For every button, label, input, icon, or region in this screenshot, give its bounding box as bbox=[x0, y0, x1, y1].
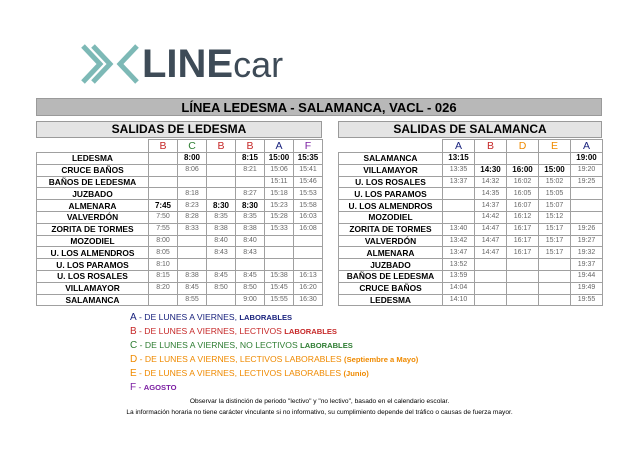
departure-time: 8:20 bbox=[149, 282, 178, 294]
departure-time: 16:05 bbox=[507, 188, 539, 200]
stop-name: U. LOS ROSALES bbox=[37, 270, 149, 282]
legend-text: - DE LUNES A VIERNES, LECTIVOS LABORABLES bbox=[137, 353, 345, 364]
legend-item bbox=[130, 311, 550, 325]
departure-time bbox=[539, 294, 571, 306]
departure-time: 15:12 bbox=[539, 211, 571, 223]
legend-code: D bbox=[130, 353, 138, 365]
departure-time bbox=[475, 259, 507, 271]
table-row bbox=[339, 176, 603, 188]
table-row bbox=[37, 235, 323, 247]
departure-time: 13:15 bbox=[443, 153, 475, 165]
legend-code: A bbox=[130, 312, 137, 323]
departure-time: 8:38 bbox=[236, 223, 265, 235]
departure-time: 8:43 bbox=[207, 247, 236, 259]
legend-item bbox=[130, 325, 550, 339]
departure-time: 16:17 bbox=[507, 223, 539, 235]
departure-time: 8:45 bbox=[178, 282, 207, 294]
legend-code: E bbox=[130, 367, 137, 379]
departure-time: 16:13 bbox=[294, 270, 323, 282]
table-row bbox=[37, 282, 323, 294]
table-row bbox=[339, 282, 603, 294]
departure-time: 16:00 bbox=[507, 164, 539, 176]
ledesma-departures-table bbox=[36, 139, 323, 306]
departure-time: 19:37 bbox=[571, 259, 603, 271]
stop-name: JUZBADO bbox=[339, 259, 443, 271]
departure-time bbox=[265, 235, 294, 247]
departure-time: 8:43 bbox=[236, 247, 265, 259]
departure-time: 8:50 bbox=[207, 282, 236, 294]
departure-time bbox=[294, 247, 323, 259]
departure-time: 8:21 bbox=[236, 164, 265, 176]
departure-time: 8:15 bbox=[149, 270, 178, 282]
departure-time: 8:45 bbox=[207, 270, 236, 282]
departure-time bbox=[265, 259, 294, 271]
departure-time bbox=[539, 153, 571, 165]
stop-name: LEDESMA bbox=[37, 153, 149, 165]
departure-time: 19:55 bbox=[571, 294, 603, 306]
departure-time: 15:07 bbox=[539, 200, 571, 212]
departure-time bbox=[475, 270, 507, 282]
stop-name: U. LOS PARAMOS bbox=[37, 259, 149, 271]
legend-note: LABORABLES bbox=[300, 340, 353, 350]
stop-name: VALVERDÓN bbox=[37, 211, 149, 223]
departure-time bbox=[539, 259, 571, 271]
legend-item bbox=[130, 339, 550, 353]
departure-time bbox=[207, 153, 236, 165]
departure-time: 8:05 bbox=[149, 247, 178, 259]
departure-time: 8:38 bbox=[207, 223, 236, 235]
stop-name: BAÑOS DE LEDESMA bbox=[339, 270, 443, 282]
departure-time: 15:41 bbox=[294, 164, 323, 176]
stop-name: VALVERDÓN bbox=[339, 235, 443, 247]
departure-time: 8:00 bbox=[178, 153, 207, 165]
table-row bbox=[37, 176, 323, 188]
table-row bbox=[339, 164, 603, 176]
departure-time: 15:17 bbox=[539, 247, 571, 259]
departure-time: 14:47 bbox=[475, 247, 507, 259]
table-row bbox=[339, 153, 603, 165]
schedule-code-header: B bbox=[236, 140, 265, 153]
departure-time: 19:25 bbox=[571, 176, 603, 188]
departure-time: 16:07 bbox=[507, 200, 539, 212]
departure-time: 14:47 bbox=[475, 223, 507, 235]
departure-time bbox=[539, 282, 571, 294]
departure-time bbox=[507, 282, 539, 294]
schedule-code-header: C bbox=[178, 140, 207, 153]
departure-time bbox=[149, 153, 178, 165]
departure-time: 15:11 bbox=[265, 176, 294, 188]
departure-time: 15:53 bbox=[294, 188, 323, 200]
schedule-code-header: F bbox=[294, 140, 323, 153]
schedule-code-header: D bbox=[507, 140, 539, 153]
departure-time: 14:10 bbox=[443, 294, 475, 306]
departure-time: 15:06 bbox=[265, 164, 294, 176]
stop-name: VILLAMAYOR bbox=[37, 282, 149, 294]
stop-name: U. LOS ALMENDROS bbox=[37, 247, 149, 259]
logo-text-light: car bbox=[233, 44, 284, 85]
legend-code: F bbox=[130, 381, 137, 393]
departure-time bbox=[207, 294, 236, 306]
logo-wordmark bbox=[142, 42, 283, 87]
departure-time bbox=[207, 164, 236, 176]
departure-time bbox=[236, 259, 265, 271]
legend-text: - DE LUNES A VIERNES, LECTIVOS LABORABLES bbox=[136, 367, 344, 378]
footnote-disclaimer: La información horaria no tiene carácter vinculante si no informativo, su cumplimiento depende del tráfico o causas de fuerza mayor. bbox=[126, 409, 513, 416]
departure-time: 14:35 bbox=[475, 188, 507, 200]
left-section-heading: SALIDAS DE LEDESMA bbox=[36, 121, 322, 138]
departure-time: 16:03 bbox=[294, 211, 323, 223]
departure-time: 19:49 bbox=[571, 282, 603, 294]
departure-time: 8:23 bbox=[178, 200, 207, 212]
table-row bbox=[339, 200, 603, 212]
stop-name: U. LOS ALMENDROS bbox=[339, 200, 443, 212]
departure-time: 13:35 bbox=[443, 164, 475, 176]
stop-name: SALAMANCA bbox=[37, 294, 149, 306]
stop-name: CRUCE BAÑOS bbox=[37, 164, 149, 176]
legend-code: C bbox=[130, 339, 138, 351]
departure-time bbox=[443, 211, 475, 223]
table-row bbox=[37, 188, 323, 200]
departure-time: 13:40 bbox=[443, 223, 475, 235]
table-row bbox=[37, 153, 323, 165]
departure-time bbox=[207, 188, 236, 200]
departure-time bbox=[507, 294, 539, 306]
departure-time: 8:18 bbox=[178, 188, 207, 200]
stop-name: ALMENARA bbox=[339, 247, 443, 259]
departure-time: 19:27 bbox=[571, 235, 603, 247]
departure-time: 8:10 bbox=[149, 259, 178, 271]
departure-time: 14:04 bbox=[443, 282, 475, 294]
departure-time: 8:30 bbox=[236, 200, 265, 212]
departure-time: 16:08 bbox=[294, 223, 323, 235]
departure-time: 15:38 bbox=[265, 270, 294, 282]
stop-name: U. LOS ROSALES bbox=[339, 176, 443, 188]
departure-time bbox=[178, 259, 207, 271]
legend-note: LABORABLES bbox=[239, 313, 293, 322]
departure-time: 16:02 bbox=[507, 176, 539, 188]
departure-time bbox=[507, 270, 539, 282]
departure-time: 7:50 bbox=[149, 211, 178, 223]
schedule-code-header: B bbox=[475, 140, 507, 153]
departure-time: 8:38 bbox=[178, 270, 207, 282]
departure-time bbox=[207, 259, 236, 271]
stop-name: U. LOS PARAMOS bbox=[339, 188, 443, 200]
departure-time bbox=[475, 294, 507, 306]
stop-name: VILLAMAYOR bbox=[339, 164, 443, 176]
table-row bbox=[339, 223, 603, 235]
departure-time: 19:00 bbox=[571, 153, 603, 165]
departure-time: 19:44 bbox=[571, 270, 603, 282]
departure-time: 8:45 bbox=[236, 270, 265, 282]
departure-time: 16:17 bbox=[507, 247, 539, 259]
stop-name: MOZODIEL bbox=[37, 235, 149, 247]
departure-time bbox=[178, 235, 207, 247]
departure-time bbox=[475, 282, 507, 294]
schedule-code-header: B bbox=[207, 140, 236, 153]
departure-time: 15:45 bbox=[265, 282, 294, 294]
table-row bbox=[339, 235, 603, 247]
departure-time: 9:00 bbox=[236, 294, 265, 306]
departure-time bbox=[149, 294, 178, 306]
legend bbox=[130, 311, 550, 394]
legend-note: (Junio) bbox=[343, 368, 369, 378]
stop-name: CRUCE BAÑOS bbox=[339, 282, 443, 294]
departure-time: 14:30 bbox=[475, 164, 507, 176]
legend-item bbox=[130, 353, 550, 367]
departure-time bbox=[443, 200, 475, 212]
table-row bbox=[339, 211, 603, 223]
table-row bbox=[339, 294, 603, 306]
departure-time: 13:42 bbox=[443, 235, 475, 247]
stop-name: LEDESMA bbox=[339, 294, 443, 306]
table-row bbox=[339, 188, 603, 200]
departure-time: 15:17 bbox=[539, 235, 571, 247]
departure-time: 14:42 bbox=[475, 211, 507, 223]
schedule-code-header: A bbox=[265, 140, 294, 153]
legend-item bbox=[130, 367, 550, 381]
table-row bbox=[339, 247, 603, 259]
legend-note: AGOSTO bbox=[143, 382, 177, 392]
table-row bbox=[37, 247, 323, 259]
departure-time: 15:46 bbox=[294, 176, 323, 188]
departure-time: 8:28 bbox=[178, 211, 207, 223]
departure-time bbox=[236, 176, 265, 188]
stop-name: ALMENARA bbox=[37, 200, 149, 212]
departure-time bbox=[507, 259, 539, 271]
departure-time: 13:37 bbox=[443, 176, 475, 188]
schedule-code-header: E bbox=[539, 140, 571, 153]
departure-time bbox=[207, 176, 236, 188]
departure-time: 16:17 bbox=[507, 235, 539, 247]
schedule-code-header: B bbox=[149, 140, 178, 153]
departure-time: 15:28 bbox=[265, 211, 294, 223]
departure-time: 8:35 bbox=[236, 211, 265, 223]
departure-time: 16:30 bbox=[294, 294, 323, 306]
departure-time bbox=[571, 188, 603, 200]
departure-time: 15:33 bbox=[265, 223, 294, 235]
table-row bbox=[37, 200, 323, 212]
departure-time: 8:30 bbox=[207, 200, 236, 212]
departure-time: 13:47 bbox=[443, 247, 475, 259]
departure-time bbox=[178, 247, 207, 259]
header-spacer bbox=[37, 140, 149, 153]
departure-time: 8:50 bbox=[236, 282, 265, 294]
header-spacer bbox=[339, 140, 443, 153]
departure-time bbox=[571, 200, 603, 212]
departure-time: 16:12 bbox=[507, 211, 539, 223]
stop-name: ZORITA DE TORMES bbox=[339, 223, 443, 235]
right-section-heading: SALIDAS DE SALAMANCA bbox=[338, 121, 602, 138]
departure-time: 8:15 bbox=[236, 153, 265, 165]
departure-time: 8:35 bbox=[207, 211, 236, 223]
departure-time: 14:37 bbox=[475, 200, 507, 212]
legend-text: - bbox=[136, 381, 144, 392]
departure-time: 19:20 bbox=[571, 164, 603, 176]
departure-time bbox=[507, 153, 539, 165]
departure-time: 7:55 bbox=[149, 223, 178, 235]
logo-text-bold: LINE bbox=[142, 42, 234, 86]
departure-time bbox=[149, 164, 178, 176]
departure-time: 8:40 bbox=[236, 235, 265, 247]
departure-time: 8:06 bbox=[178, 164, 207, 176]
departure-time bbox=[443, 188, 475, 200]
table-row bbox=[339, 270, 603, 282]
departure-time bbox=[265, 247, 294, 259]
departure-time bbox=[294, 235, 323, 247]
departure-time: 15:00 bbox=[265, 153, 294, 165]
departure-time bbox=[294, 259, 323, 271]
departure-time: 19:26 bbox=[571, 223, 603, 235]
departure-time: 15:17 bbox=[539, 223, 571, 235]
departure-time bbox=[571, 211, 603, 223]
salamanca-departures-table bbox=[338, 139, 603, 306]
legend-note: LABORABLES bbox=[284, 326, 337, 336]
schedule-code-header: A bbox=[571, 140, 603, 153]
departure-time bbox=[149, 176, 178, 188]
departure-time: 8:33 bbox=[178, 223, 207, 235]
departure-time: 15:02 bbox=[539, 176, 571, 188]
departure-time bbox=[539, 270, 571, 282]
stop-name: MOZODIEL bbox=[339, 211, 443, 223]
departure-time: 13:59 bbox=[443, 270, 475, 282]
departure-time: 15:00 bbox=[539, 164, 571, 176]
table-row bbox=[37, 270, 323, 282]
legend-code: B bbox=[130, 325, 137, 337]
table-row bbox=[37, 259, 323, 271]
departure-time: 15:55 bbox=[265, 294, 294, 306]
departure-time: 14:47 bbox=[475, 235, 507, 247]
line-title: LÍNEA LEDESMA - SALAMANCA, VACL - 026 bbox=[36, 98, 602, 116]
departure-time: 15:58 bbox=[294, 200, 323, 212]
stop-name: ZORITA DE TORMES bbox=[37, 223, 149, 235]
table-row bbox=[37, 211, 323, 223]
legend-note: (Septiembre a Mayo) bbox=[344, 354, 419, 364]
departure-time: 16:20 bbox=[294, 282, 323, 294]
departure-time bbox=[149, 188, 178, 200]
table-row bbox=[339, 259, 603, 271]
departure-time: 8:27 bbox=[236, 188, 265, 200]
departure-time: 8:40 bbox=[207, 235, 236, 247]
departure-time: 15:35 bbox=[294, 153, 323, 165]
table-row bbox=[37, 164, 323, 176]
departure-time: 15:23 bbox=[265, 200, 294, 212]
table-row bbox=[37, 223, 323, 235]
departure-time: 19:32 bbox=[571, 247, 603, 259]
legend-text: - DE LUNES A VIERNES, NO LECTIVOS bbox=[137, 339, 301, 350]
departure-time: 14:32 bbox=[475, 176, 507, 188]
stop-name: BAÑOS DE LEDESMA bbox=[37, 176, 149, 188]
legend-text: - DE LUNES A VIERNES, bbox=[136, 312, 240, 322]
table-row bbox=[37, 294, 323, 306]
departure-time: 8:55 bbox=[178, 294, 207, 306]
legend-text: - DE LUNES A VIERNES, LECTIVOS bbox=[136, 325, 285, 336]
stop-name: SALAMANCA bbox=[339, 153, 443, 165]
footnote-period: Observar la distinción de periodo "lectivo" y "no lectivo", basado en el calendario escolar. bbox=[189, 398, 450, 405]
departure-time bbox=[475, 153, 507, 165]
departure-time: 13:52 bbox=[443, 259, 475, 271]
departure-time: 8:00 bbox=[149, 235, 178, 247]
schedule-code-header: A bbox=[443, 140, 475, 153]
departure-time: 15:05 bbox=[539, 188, 571, 200]
stop-name: JUZBADO bbox=[37, 188, 149, 200]
departure-time: 15:18 bbox=[265, 188, 294, 200]
departure-time bbox=[178, 176, 207, 188]
legend-item bbox=[130, 381, 550, 395]
departure-time: 7:45 bbox=[149, 200, 178, 212]
